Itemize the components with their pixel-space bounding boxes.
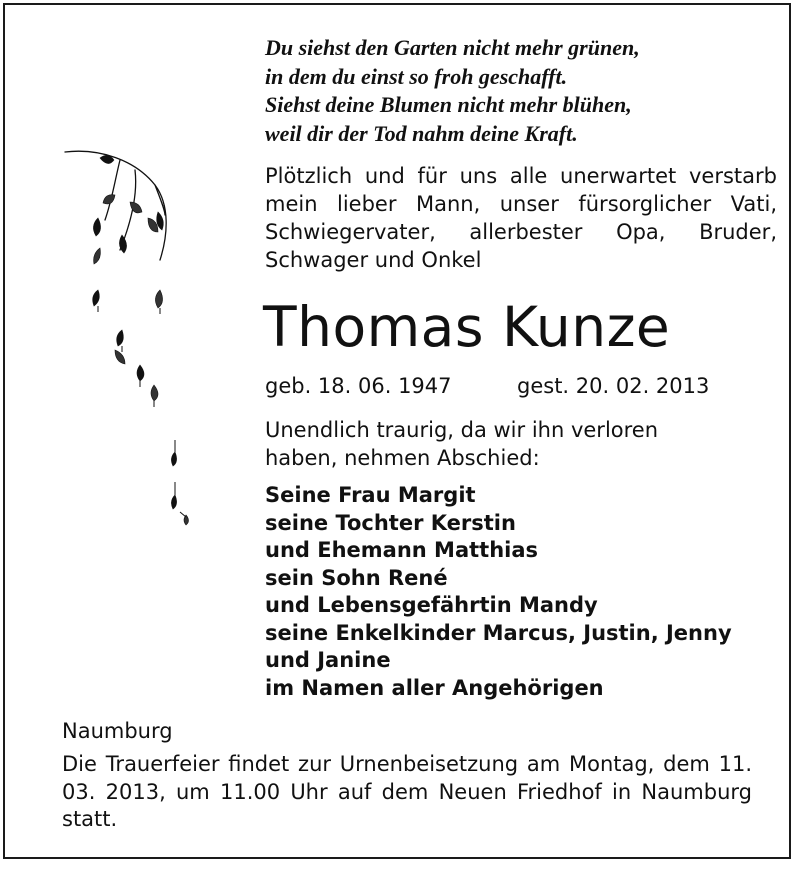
place-name: Naumburg bbox=[62, 719, 173, 743]
poem-line: Du siehst den Garten nicht mehr grünen, bbox=[265, 35, 640, 60]
mourner-line: und Ehemann Matthias bbox=[265, 538, 539, 562]
birth-date: geb. 18. 06. 1947 bbox=[265, 374, 452, 398]
mourner-line: seine Tochter Kerstin bbox=[265, 510, 516, 535]
funeral-service-info: Die Trauerfeier findet zur Urnenbeisetzung am Montag, dem 11. 03. 2013, um 11.00 Uhr auf dem Neuen Friedhof in Naumburg statt. bbox=[62, 752, 752, 831]
poem-line: in dem du einst so froh geschafft. bbox=[265, 63, 568, 89]
death-announcement: Plötzlich und für uns alle unerwartet verstarb mein lieber Mann, unser fürsorglicher Vati, Schwiegervater, allerbester Opa, Bruder, Schwager und Onkel bbox=[265, 164, 777, 272]
memorial-poem bbox=[265, 34, 785, 148]
poem-line: weil dir der Tod nahm deine Kraft. bbox=[265, 120, 578, 146]
mourner-line: sein Sohn René bbox=[265, 565, 448, 590]
mourner-line: und Lebensgefährtin Mandy bbox=[265, 593, 598, 617]
mourner-line: im Namen aller Angehörigen bbox=[265, 675, 604, 700]
poem-line: Siehst deine Blumen nicht mehr blühen, bbox=[265, 92, 632, 117]
mourners-list bbox=[265, 482, 765, 702]
deceased-name: Thomas Kunze bbox=[263, 295, 671, 359]
mourner-line: und Janine bbox=[265, 648, 391, 672]
birch-leaves-icon bbox=[60, 140, 220, 540]
mourner-line: Seine Frau Margit bbox=[265, 483, 476, 507]
farewell-text: Unendlich traurig, da wir ihn verloren haben, nehmen Abschied: bbox=[265, 418, 659, 470]
obituary-frame bbox=[3, 3, 791, 859]
death-date: gest. 20. 02. 2013 bbox=[517, 374, 710, 398]
mourner-line: seine Enkelkinder Marcus, Justin, Jenny bbox=[265, 620, 732, 645]
